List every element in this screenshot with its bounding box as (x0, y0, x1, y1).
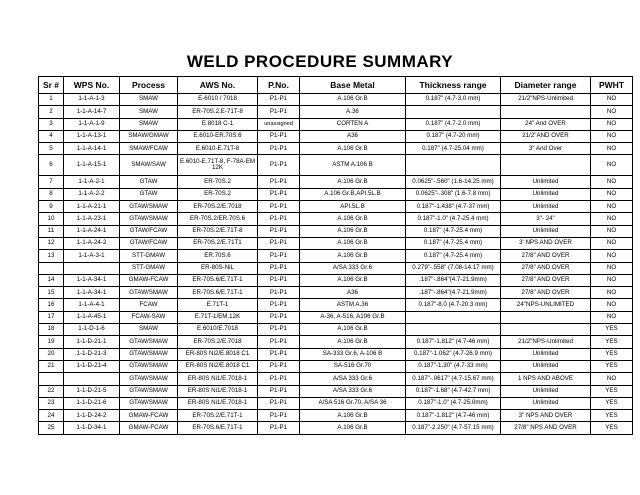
cell-aws-no: ER-80S Ni1/E.7018-1 (178, 373, 258, 385)
cell-diameter-range: Unlimited (501, 188, 591, 200)
cell-aws-no: E.6010-E.71T-8 (178, 143, 258, 155)
cell-pwht: NO (591, 287, 633, 299)
cell-p-no: P1-P1 (258, 287, 300, 299)
cell-process: GTAW/SMAW (120, 213, 178, 225)
cell-diameter-range: 3" NPS AND OVER (501, 410, 591, 422)
header-diameter-range: Diameter range (501, 77, 591, 94)
cell-pwht: YES (591, 336, 633, 348)
cell-sr: 23 (39, 397, 64, 409)
cell-process: GTAW/SMAW (120, 360, 178, 372)
cell-base-metal: ASTM A.106 B (300, 155, 406, 176)
cell-wps-no: 1-1-A-2-2 (64, 188, 120, 200)
cell-diameter-range: Unlimited (501, 176, 591, 188)
cell-pwht: YES (591, 410, 633, 422)
cell-thickness-range: 0.187" (4.7-25.4 mm) (406, 237, 501, 249)
cell-sr: 11 (39, 225, 64, 237)
cell-p-no: P1-P1 (258, 176, 300, 188)
table-row (39, 155, 633, 176)
cell-p-no: P1-P1 (258, 410, 300, 422)
cell-diameter-range: Unlimited (501, 397, 591, 409)
cell-base-metal: A36 (300, 130, 406, 142)
cell-base-metal: A.106 Gr.B (300, 176, 406, 188)
table-row (39, 201, 633, 213)
cell-aws-no: ER-70S.2,E-71T-8 (178, 106, 258, 118)
cell-wps-no: 1-1-D-21-3 (64, 348, 120, 360)
table-row (39, 360, 633, 372)
cell-process: SMAW/GMAW (120, 130, 178, 142)
cell-pwht: NO (591, 237, 633, 249)
cell-base-metal: A.106 Gr.B,API.5L.B (300, 188, 406, 200)
cell-wps-no: 1-1-A-3-1 (64, 250, 120, 262)
cell-wps-no: 1-1-A-21-1 (64, 201, 120, 213)
cell-pwht: NO (591, 155, 633, 176)
cell-base-metal: A.106 Gr.B (300, 250, 406, 262)
cell-sr: 22 (39, 385, 64, 397)
cell-pwht: NO (591, 94, 633, 106)
cell-aws-no: ER-70S.2 (178, 188, 258, 200)
cell-sr: 14 (39, 274, 64, 286)
cell-wps-no: 1-1-A-15-1 (64, 155, 120, 176)
cell-diameter-range: 21/2"NPS-Unlimited (501, 94, 591, 106)
cell-aws-no: ER-70S.6/E.71T-1 (178, 274, 258, 286)
table-row (39, 106, 633, 118)
cell-p-no: P1-P1 (258, 188, 300, 200)
cell-base-metal: A/SA 516 Gr.70, A/SA 36 (300, 397, 406, 409)
table-row (39, 385, 633, 397)
table-row (39, 348, 633, 360)
cell-p-no: P1-P1 (258, 225, 300, 237)
cell-process: GTAW/SMAW (120, 348, 178, 360)
cell-diameter-range: 24"NPS-UNLIMITED (501, 299, 591, 311)
cell-sr: 1 (39, 94, 64, 106)
weld-procedure-table (38, 76, 633, 435)
cell-sr: 7 (39, 176, 64, 188)
cell-aws-no: ER-80S-NiL (178, 262, 258, 274)
cell-p-no: P1-P1 (258, 311, 300, 323)
cell-wps-no: 1-1-A-34-1 (64, 274, 120, 286)
cell-process: SMAW (120, 118, 178, 130)
cell-pwht: YES (591, 360, 633, 372)
cell-thickness-range: 0.187" (4.7-2.0 mm) (406, 118, 501, 130)
cell-p-no: P1-P1 (258, 201, 300, 213)
table-row (39, 225, 633, 237)
page-title: WELD PROCEDURE SUMMARY (186, 52, 454, 71)
cell-base-metal: A.106 Gr.B (300, 143, 406, 155)
cell-aws-no: E.6010-E.71T-8, F-78A-EM 12K (178, 155, 258, 176)
cell-wps-no: 1-1-D-34-1 (64, 422, 120, 434)
cell-thickness-range: 0.187" (4.7-25.04 mm) (406, 143, 501, 155)
cell-process: GTAW/SMAW (120, 201, 178, 213)
cell-diameter-range: 27/8" AND OVER (501, 274, 591, 286)
cell-process: SMAW (120, 324, 178, 336)
cell-aws-no: E-6010 / 7018 (178, 94, 258, 106)
cell-sr: 24 (39, 410, 64, 422)
cell-wps-no: 1-1-A-1-3 (64, 94, 120, 106)
cell-sr: 17 (39, 311, 64, 323)
cell-diameter-range: 27/8" AND OVER (501, 250, 591, 262)
cell-wps-no (64, 373, 120, 385)
cell-p-no: P1-P1 (258, 299, 300, 311)
cell-process: GTAW (120, 188, 178, 200)
table-row (39, 94, 633, 106)
cell-sr: 16 (39, 299, 64, 311)
cell-pwht: NO (591, 143, 633, 155)
cell-thickness-range: 0.187"-1.812" (4.7-46 mm) (406, 410, 501, 422)
cell-base-metal: A.106 Gr.B (300, 225, 406, 237)
cell-aws-no: ER-80S Ni2/E.8018 C1 (178, 348, 258, 360)
cell-wps-no: 1-1-D-24-2 (64, 410, 120, 422)
cell-p-no: P1-P1 (258, 360, 300, 372)
cell-sr: 2 (39, 106, 64, 118)
table-row (39, 130, 633, 142)
cell-p-no: P1-P1 (258, 385, 300, 397)
cell-diameter-range: 21/2"AND OVER (501, 130, 591, 142)
cell-process: STT-GMAW (120, 262, 178, 274)
header-process: Process (120, 77, 178, 94)
cell-aws-no: ER-70S.6/E.71T-1 (178, 287, 258, 299)
cell-process: GTAW/SMAW (120, 373, 178, 385)
cell-diameter-range: Unlimited (501, 348, 591, 360)
cell-base-metal: A.106 Gr.B (300, 274, 406, 286)
cell-pwht: NO (591, 176, 633, 188)
cell-pwht: NO (591, 274, 633, 286)
cell-process: GTAW/FCAW (120, 225, 178, 237)
cell-sr: 15 (39, 287, 64, 299)
cell-wps-no: 1-1-A-4-1 (64, 299, 120, 311)
cell-sr: 19 (39, 336, 64, 348)
cell-diameter-range: 27/8" AND OVER (501, 262, 591, 274)
cell-thickness-range: 0.187" (4.7-20 mm) (406, 130, 501, 142)
cell-aws-no: ER-80S Ni1/E.7018-1 (178, 397, 258, 409)
cell-diameter-range (501, 311, 591, 323)
table-row (39, 118, 633, 130)
cell-thickness-range: 0.187" (4.7-3.0 mm) (406, 94, 501, 106)
cell-sr: 25 (39, 422, 64, 434)
cell-diameter-range (501, 106, 591, 118)
cell-base-metal: A/SA 333 Gr.6 (300, 373, 406, 385)
cell-base-metal: A-36, A-516, A106 Gr.B (300, 311, 406, 323)
cell-thickness-range: 0.187"-1.0" (4.7-25.4 mm) (406, 213, 501, 225)
cell-wps-no: 1-1-A-2-1 (64, 176, 120, 188)
cell-base-metal: A.106 Gr.B (300, 94, 406, 106)
cell-pwht: NO (591, 299, 633, 311)
cell-thickness-range: 0.0625"-.560" (1.6-14.25 mm) (406, 176, 501, 188)
cell-thickness-range: 0.187"-8.0 (4.7-20.3 mm) (406, 299, 501, 311)
cell-process: STT-GMAW (120, 250, 178, 262)
cell-thickness-range: .187"-.864"(4.7-21.9mm) (406, 287, 501, 299)
cell-base-metal: CORTEN A (300, 118, 406, 130)
cell-pwht: YES (591, 348, 633, 360)
table-row (39, 336, 633, 348)
table-row (39, 213, 633, 225)
cell-pwht: NO (591, 130, 633, 142)
cell-diameter-range: 1 NPS AND ABOVE (501, 373, 591, 385)
header-wps-no: WPS No. (64, 77, 120, 94)
table-row (39, 262, 633, 274)
table-row (39, 188, 633, 200)
cell-pwht: NO (591, 188, 633, 200)
cell-process: SMAW/FCAW (120, 143, 178, 155)
cell-base-metal: API.5L.B (300, 201, 406, 213)
cell-diameter-range: 24" And OVER (501, 118, 591, 130)
cell-aws-no: E.71T-1/EM.12K (178, 311, 258, 323)
cell-p-no: P1-P1 (258, 262, 300, 274)
cell-thickness-range: 0.187"-1.062" (4.7-26.9 mm) (406, 348, 501, 360)
cell-p-no: P1-P1 (258, 324, 300, 336)
cell-thickness-range: 0.187"-1.30" (4.7-33 mm) (406, 360, 501, 372)
cell-aws-no: ER-70S.2/E.71T-8 (178, 225, 258, 237)
cell-wps-no: 1-1-D-21-5 (64, 385, 120, 397)
cell-p-no: P1-P1 (258, 348, 300, 360)
cell-aws-no: ER-80S Ni1/E.7018-1 (178, 385, 258, 397)
cell-base-metal: A.106 Gr.B (300, 324, 406, 336)
table-row (39, 287, 633, 299)
cell-base-metal: A.106 Gr.B (300, 410, 406, 422)
cell-sr: 4 (39, 130, 64, 142)
cell-pwht: YES (591, 397, 633, 409)
cell-thickness-range: 0.187"-.0617" (4.7-15.67 mm) (406, 373, 501, 385)
cell-p-no: P1-P1 (258, 143, 300, 155)
header-aws-no: AWS No. (178, 77, 258, 94)
cell-diameter-range: 27/8" NPS AND OVER (501, 422, 591, 434)
cell-thickness-range (406, 106, 501, 118)
cell-wps-no: 1-1-A-14-1 (64, 143, 120, 155)
cell-pwht: NO (591, 262, 633, 274)
cell-aws-no: ER-70S.2/E.7018 (178, 336, 258, 348)
cell-base-metal: A.106 Gr.B (300, 336, 406, 348)
cell-base-metal: A.106 Gr.B (300, 422, 406, 434)
table-row (39, 250, 633, 262)
cell-thickness-range: 0.187" (4.7-25.4 mm) (406, 250, 501, 262)
cell-process: GMAW-FCAW (120, 422, 178, 434)
cell-diameter-range: 27/8" AND OVER (501, 287, 591, 299)
cell-thickness-range: .187"-.864"(4.7-21.9mm) (406, 274, 501, 286)
cell-wps-no: 1-1-D-21-6 (64, 397, 120, 409)
cell-wps-no: 1-1-D-21-1 (64, 336, 120, 348)
cell-base-metal: A36 (300, 287, 406, 299)
cell-process: GTAW/SMAW (120, 287, 178, 299)
cell-process: FCAW (120, 299, 178, 311)
cell-diameter-range: 3' NPS AND OVER (501, 237, 591, 249)
cell-wps-no: 1-1-A-13-1 (64, 130, 120, 142)
cell-pwht: NO (591, 201, 633, 213)
cell-sr: 5 (39, 143, 64, 155)
cell-sr: 12 (39, 237, 64, 249)
cell-p-no: P1-P1 (258, 274, 300, 286)
table-row (39, 422, 633, 434)
header-p-no: P.No. (258, 77, 300, 94)
cell-sr: 6 (39, 155, 64, 176)
cell-wps-no: 1-1-A-1-9 (64, 118, 120, 130)
cell-process: SMAW/SAW (120, 155, 178, 176)
table-row (39, 324, 633, 336)
cell-pwht: NO (591, 250, 633, 262)
cell-wps-no: 1-1-D-1-6 (64, 324, 120, 336)
cell-wps-no (64, 262, 120, 274)
table-row (39, 299, 633, 311)
cell-thickness-range: 0.187"-1.812" (4.7-46 mm) (406, 336, 501, 348)
cell-p-no: unassigned (258, 118, 300, 130)
cell-p-no: P1-P1 (258, 397, 300, 409)
cell-wps-no: 1-1-A-24-1 (64, 225, 120, 237)
cell-p-no: P1-P1 (258, 155, 300, 176)
cell-sr: 10 (39, 213, 64, 225)
cell-p-no: P1-P1 (258, 237, 300, 249)
cell-thickness-range (406, 155, 501, 176)
cell-sr: 13 (39, 250, 64, 262)
cell-pwht: NO (591, 118, 633, 130)
cell-sr: 18 (39, 324, 64, 336)
cell-thickness-range: 0.187" (4.7-25.4 mm) (406, 225, 501, 237)
cell-pwht: YES (591, 324, 633, 336)
cell-base-metal: ASTM A.36 (300, 299, 406, 311)
cell-sr (39, 262, 64, 274)
cell-p-no: P1-P1 (258, 213, 300, 225)
cell-process: SMAW (120, 106, 178, 118)
cell-diameter-range: Unlimited (501, 225, 591, 237)
cell-sr: 21 (39, 360, 64, 372)
cell-pwht: YES (591, 422, 633, 434)
cell-process: GTAW/SMAW (120, 336, 178, 348)
table-row (39, 373, 633, 385)
cell-thickness-range (406, 311, 501, 323)
cell-diameter-range: Unlimited (501, 360, 591, 372)
cell-aws-no: ER-70S.2/E.71T-1 (178, 410, 258, 422)
cell-pwht: NO (591, 225, 633, 237)
cell-process: GTAW/SMAW (120, 397, 178, 409)
cell-aws-no: E.8018 C-1 (178, 118, 258, 130)
cell-diameter-range: 21/2"NPS-Unlimited (501, 336, 591, 348)
cell-pwht: NO (591, 373, 633, 385)
cell-aws-no: ER-70S.6/E.71T-1 (178, 422, 258, 434)
cell-aws-no: E.6010/E.7018 (178, 324, 258, 336)
cell-thickness-range (406, 324, 501, 336)
table-row (39, 311, 633, 323)
cell-pwht: NO (591, 213, 633, 225)
cell-diameter-range: 3"- 24" (501, 213, 591, 225)
cell-diameter-range (501, 155, 591, 176)
cell-wps-no: 1-1-A-14-7 (64, 106, 120, 118)
cell-process: GTAW/SMAW (120, 385, 178, 397)
cell-p-no: P1-P1 (258, 94, 300, 106)
cell-aws-no: ER-80S Ni2/E.8018 C1 (178, 360, 258, 372)
cell-process: GMAW-FCAW (120, 410, 178, 422)
table-row (39, 143, 633, 155)
cell-process: GTAW/FCAW (120, 237, 178, 249)
cell-thickness-range: 0.279"-.558" (7.08-14.17 mm) (406, 262, 501, 274)
header-pwht: PWHT (591, 77, 633, 94)
cell-base-metal: A.106 Gr.B (300, 237, 406, 249)
cell-pwht: YES (591, 385, 633, 397)
cell-wps-no: 1-1-A-34-1 (64, 287, 120, 299)
cell-diameter-range: Unlimited (501, 385, 591, 397)
cell-aws-no: ER-70S.2/E.71T1 (178, 237, 258, 249)
table-row (39, 237, 633, 249)
cell-diameter-range: 3" And Over (501, 143, 591, 155)
cell-p-no: P1-P1 (258, 373, 300, 385)
cell-thickness-range: 0.0625"-.308" (1.6-7.8 mm) (406, 188, 501, 200)
cell-aws-no: ER-70S.2/ER.70S.6 (178, 213, 258, 225)
cell-base-metal: A.36 (300, 106, 406, 118)
cell-p-no: P1-P1 (258, 106, 300, 118)
table-row (39, 410, 633, 422)
cell-wps-no: 1-1-A-23-1 (64, 213, 120, 225)
table-header-row (39, 77, 633, 94)
cell-p-no: P1-P1 (258, 336, 300, 348)
cell-thickness-range: 0.187"-1.68" (4.7-42.7 mm) (406, 385, 501, 397)
cell-base-metal: SA-333 Gr.6, A-106 B (300, 348, 406, 360)
header-base-metal: Base Metal (300, 77, 406, 94)
table-row (39, 397, 633, 409)
table-row (39, 274, 633, 286)
cell-process: GMAW-FCAW (120, 274, 178, 286)
cell-sr: 8 (39, 188, 64, 200)
header-sr: Sr # (39, 77, 64, 94)
cell-sr (39, 373, 64, 385)
cell-sr: 9 (39, 201, 64, 213)
cell-thickness-range: 0.187"-1.0" (4.7-25.0mm) (406, 397, 501, 409)
cell-p-no: P1-P1 (258, 250, 300, 262)
cell-sr: 20 (39, 348, 64, 360)
cell-aws-no: ER.70S.6 (178, 250, 258, 262)
cell-p-no: P1-P1 (258, 130, 300, 142)
cell-process: FCAW-SAW (120, 311, 178, 323)
cell-thickness-range: 0.187"-2.250" (4.7-57.15 mm) (406, 422, 501, 434)
cell-aws-no: ER-70S.2 (178, 176, 258, 188)
cell-aws-no: ER-70S.2/E.7018 (178, 201, 258, 213)
cell-wps-no: 1-1-D-21-4 (64, 360, 120, 372)
cell-aws-no: E.71T-1 (178, 299, 258, 311)
cell-wps-no: 1-1-A-45-1 (64, 311, 120, 323)
cell-p-no: P1-P1 (258, 422, 300, 434)
cell-base-metal: A.106 Gr.B (300, 213, 406, 225)
cell-aws-no: E.6010-ER.70S.6 (178, 130, 258, 142)
cell-base-metal: SA-516 Gr.70 (300, 360, 406, 372)
cell-process: GTAW (120, 176, 178, 188)
cell-base-metal: A/SA 333 Gr.6 (300, 262, 406, 274)
cell-thickness-range: 0.187"-1.438" (4.7-37 mm) (406, 201, 501, 213)
cell-diameter-range (501, 324, 591, 336)
cell-process: SMAW (120, 94, 178, 106)
table-row (39, 176, 633, 188)
header-thickness-range: Thickness range (406, 77, 501, 94)
cell-base-metal: A/SA 333 Gr.6 (300, 385, 406, 397)
cell-pwht: NO (591, 311, 633, 323)
cell-diameter-range: Unlimited (501, 201, 591, 213)
cell-pwht: NO (591, 106, 633, 118)
cell-sr: 3 (39, 118, 64, 130)
cell-wps-no: 1-1-A-24-2 (64, 237, 120, 249)
